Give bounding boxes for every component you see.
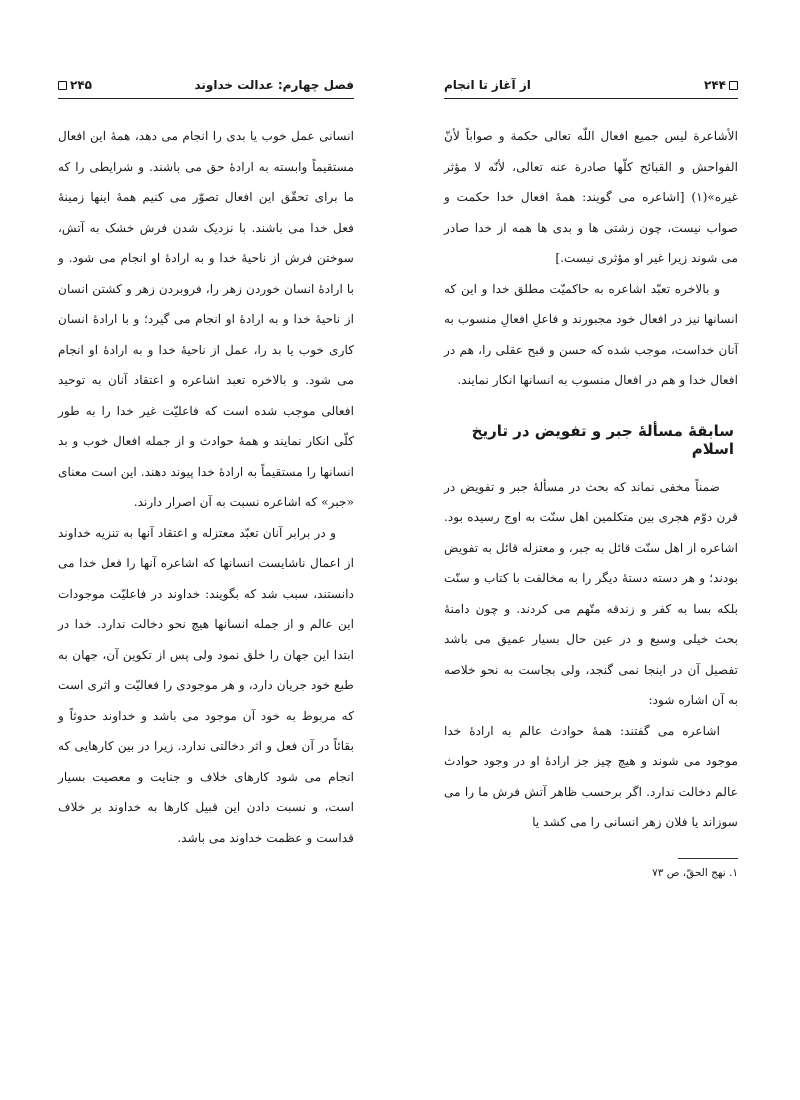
- right-body: [444, 121, 738, 396]
- left-header-title: فصل چهارم: عدالت خداوند: [194, 78, 354, 92]
- left-page-number-group: [58, 78, 92, 92]
- page-marker-icon: [729, 81, 738, 90]
- section-heading: سابقهٔ مسألهٔ جبر و تفویض در تاریخ اسلام: [471, 421, 734, 458]
- left-paragraph-2: و در برابر آنان تعبّد معتزله و اعتقاد آنها به تنزیه خداوند از اعمال ناشایست انسانها که اشاعره آنها را فعل خدا می دانستند، سبب شد که بگویند: خداوند در فاعلیّت موجودات این عالم و از جمله انسانها هیچ نحو دخالت ندارد. خدا در ابتدا این جهان را خلق نمود ولی پس از تکوین آن، جهان به طبع خود جریان دارد، و هر موجودی را فعالیّت و اثری است که مربوط به خود آن موجود می باشد و خداوند حدوثاً و بقائاً در آن فعل و اثر دخالتی ندارد. زیرا در بین کارهایی که انجام می شود کارهای خلاف و جنایت و معصیت بسیار است، و نسبت دادن این قبیل کارها به خداوند بر خلاف قداست و عظمت خداوند می باشد.: [58, 525, 354, 845]
- left-paragraph-1: انسانی عمل خوب یا بدی را انجام می دهد، همهٔ این افعال مستقیماً وابسته به ارادهٔ حق می باشند. و شرایطی را که ما برای تحقّق این افعال تصوّر می کنیم همهٔ اینها زمینهٔ فعل خدا می باشند. با نزدیک شدن فرش خشک به آتش، سوختن فرش از ناحیهٔ خدا و به ارادهٔ او انجام می شود. و با ارادهٔ انسان خوردن زهر را، فروبردن زهر و کشتن انسان از ناحیهٔ خدا و به ارادهٔ او انجام می گیرد؛ و با ارادهٔ انسان کاری خوب یا بد را، عمل از ناحیهٔ خدا و به ارادهٔ او انجام می شود. و بالاخره تعبد اشاعره و اعتقاد آنان به توحید افعالی موجب شده است که فاعلیّت غیر خدا را به طور کلّی انکار نمایند و همهٔ حوادث و از جمله افعال خوب و بد انسانها را مستقیماً به ارادهٔ خدا پیوند دهند. این است معنای «جبر» که اشاعره نسبت به آن اصرار دارند.: [58, 129, 354, 509]
- right-intro-paragraph-2: و بالاخره تعبّد اشاعره به حاکمیّت مطلق خدا و این که انسانها نیز در افعال خود مجبورند و فاعلِ افعالِ منسوب به آنان خداست، موجب شده که حسن و قبح عقلی را، هم در افعال خدا و هم در افعال منسوب به انسانها انکار نمایند.: [444, 281, 738, 387]
- page-marker-icon: [58, 81, 67, 90]
- right-page-number: ۲۴۴: [704, 78, 726, 92]
- left-body: [58, 121, 354, 853]
- right-header-title: از آغاز تا انجام: [444, 78, 531, 92]
- right-section-body: [444, 472, 738, 838]
- right-page: [400, 0, 800, 1100]
- right-intro-paragraph-1: الأشاعرة لیس جمیع افعال اللّه تعالی حکمة و صواباً لأنّ الفواحش و القبائح کلّها صادرة عنه تعالی، لأنّه لا مؤثر غیره»(۱) [اشاعره می گویند: همهٔ افعال خدا حکمت و صواب نیست، چون زشتی ها و بدی ها همه از خدا صادر می شوند زیرا غیر او مؤثری نیست.]: [444, 129, 738, 265]
- left-running-head: [58, 78, 354, 99]
- right-section-paragraph-2: اشاعره می گفتند: همهٔ حوادث عالم به ارادهٔ خدا موجود می شوند و هیچ چیز جز ارادهٔ او در وجود حوادث عالم دخالت ندارد. اگر برحسب ظاهر آتش فرش ما را می سوزاند یا فلان زهر انسانی را می کشد یا: [444, 723, 738, 829]
- footnote: ۱. نهج الحقّ، ص ۷۳: [652, 866, 738, 879]
- right-running-head: [444, 78, 738, 99]
- footnote-divider: [678, 858, 738, 859]
- left-page-number: ۲۴۵: [70, 78, 92, 92]
- right-page-number-group: [704, 78, 738, 92]
- right-section-paragraph-1: ضمناً مخفی نماند که بحث در مسألهٔ جبر و تفویض در قرن دوّم هجری بین متکلمین اهل سنّت به اوج رسیده بود. اشاعره از اهل سنّت قائل به جبر، و معتزله قائل به تفویض بودند؛ و هر دسته دستهٔ دیگر را به مخالفت با کتاب و سنّت بلکه بسا به کفر و زندقه متّهم می کردند. و چون دامنهٔ بحث خیلی وسیع و در عین حال بسیار عمیق می باشد تفصیل آن در اینجا نمی گنجد، ولی بجاست به نحو خلاصه به آن اشاره شود:: [444, 479, 738, 707]
